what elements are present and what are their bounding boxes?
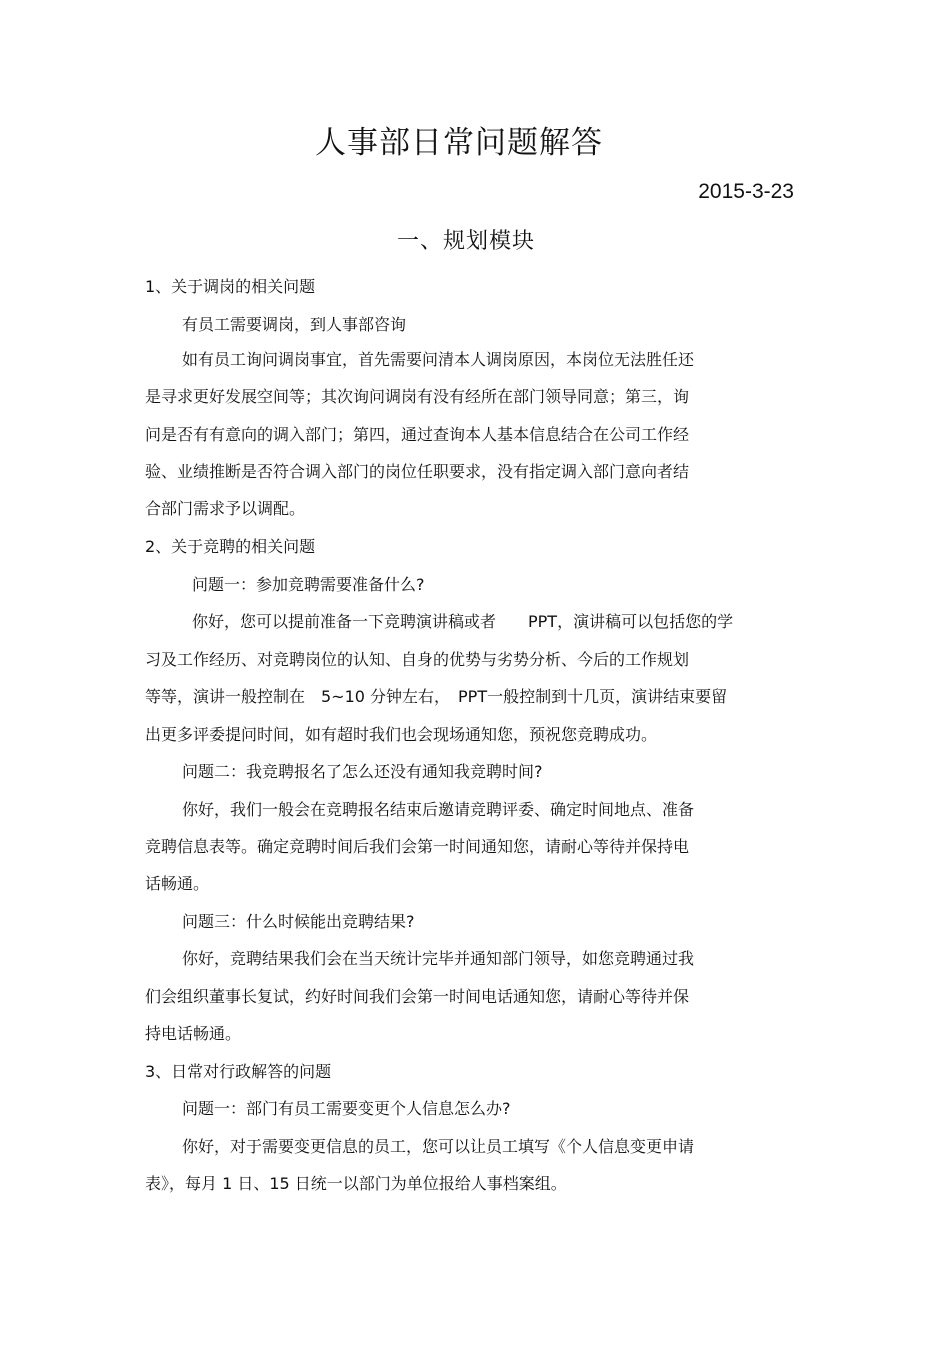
- paragraph-line: 出更多评委提问时间，如有超时我们也会现场通知您，预祝您竞聘成功。: [145, 725, 658, 744]
- question-line: 问题二：我竞聘报名了怎么还没有通知我竞聘时间?: [182, 762, 543, 781]
- question-line: 问题一：参加竞聘需要准备什么?: [192, 575, 425, 594]
- paragraph-line: 竞聘信息表等。确定竞聘时间后我们会第一时间通知您，请耐心等待并保持电: [145, 837, 690, 856]
- paragraph-line: 你好，对于需要变更信息的员工，您可以让员工填写《个人信息变更申请: [182, 1137, 695, 1156]
- paragraph-line: 话畅通。: [145, 874, 210, 893]
- question-line: 问题一：部门有员工需要变更个人信息怎么办?: [182, 1099, 511, 1118]
- paragraph-line: 表》，每月 1 日、15 日统一以部门为单位报给人事档案组。: [145, 1174, 567, 1193]
- paragraph-line: 你好，我们一般会在竞聘报名结束后邀请竞聘评委、确定时间地点、准备: [182, 800, 695, 819]
- question-line: 问题三：什么时候能出竞聘结果?: [182, 912, 415, 931]
- paragraph-line: 持电话畅通。: [145, 1024, 242, 1043]
- paragraph-line: 是寻求更好发展空间等；其次询问调岗有没有经所在部门领导同意；第三，询: [145, 387, 690, 406]
- paragraph-line: 如有员工询问调岗事宜，首先需要问清本人调岗原因，本岗位无法胜任还: [182, 350, 695, 369]
- paragraph-line: 们会组织董事长复试，约好时间我们会第一时间电话通知您，请耐心等待并保: [145, 987, 690, 1006]
- paragraph-line: 合部门需求予以调配。: [145, 499, 306, 518]
- question-line: 有员工需要调岗，到人事部咨询: [182, 315, 407, 334]
- subsection-heading: 2、关于竞聘的相关问题: [145, 537, 316, 556]
- paragraph-line: 你好，竞聘结果我们会在当天统计完毕并通知部门领导，如您竞聘通过我: [182, 949, 695, 968]
- section-heading: 一、规划模块: [396, 229, 535, 254]
- subsection-heading: 3、日常对行政解答的问题: [145, 1062, 332, 1081]
- paragraph-line: 问是否有有意向的调入部门；第四，通过查询本人基本信息结合在公司工作经: [145, 425, 690, 444]
- paragraph-line: 你好，您可以提前准备一下竞聘演讲稿或者 PPT，演讲稿可以包括您的学: [192, 612, 734, 631]
- page-title: 人事部日常问题解答: [315, 125, 603, 161]
- paragraph-line: 等等，演讲一般控制在 5~10 分钟左右， PPT一般控制到十几页，演讲结束要留: [145, 687, 728, 706]
- subsection-heading: 1、关于调岗的相关问题: [145, 277, 316, 296]
- paragraph-line: 验、业绩推断是否符合调入部门的岗位任职要求，没有指定调入部门意向者结: [145, 462, 690, 481]
- document-date: 2015-3-23: [698, 180, 794, 203]
- paragraph-line: 习及工作经历、对竞聘岗位的认知、自身的优势与劣势分析、今后的工作规划: [145, 650, 690, 669]
